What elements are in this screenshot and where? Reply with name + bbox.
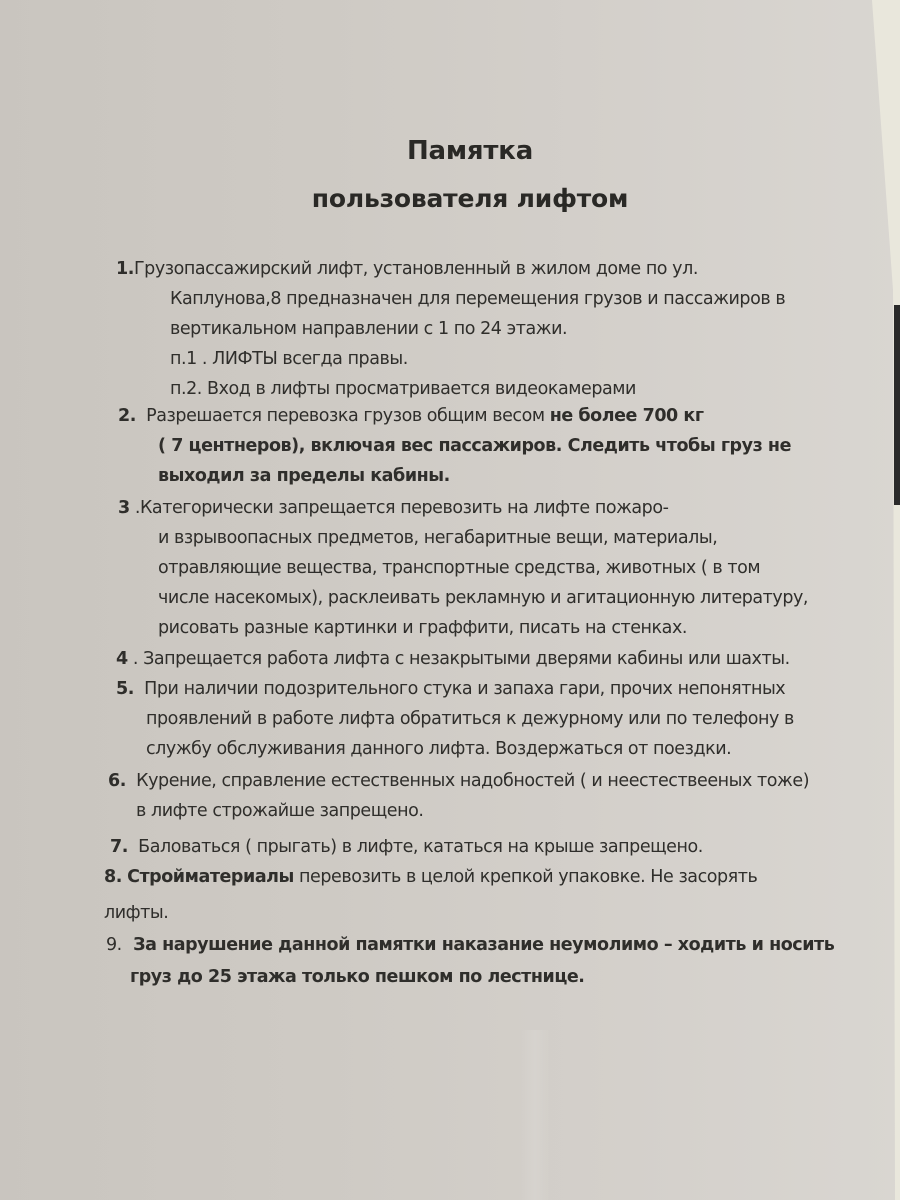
- rule-3-line-3: отравляющие вещества, транспортные средства, животных ( в том: [158, 558, 761, 578]
- rule-1-line-3: вертикальном направлении с 1 по 24 этажи.: [170, 319, 568, 339]
- rule-2-line-3: выходил за пределы кабины.: [158, 466, 450, 486]
- rule-3-line-4: числе насекомых), расклеивать рекламную и агитационную литературу,: [158, 588, 809, 608]
- rule-9-line-2: груз до 25 этажа только пешком по лестнице.: [130, 967, 585, 987]
- rule-3-line-2: и взрывоопасных предметов, негабаритные вещи, материалы,: [158, 528, 718, 548]
- rule-1-subpoint-2: п.2. Вход в лифты просматривается видеокамерами: [170, 379, 636, 399]
- document-title: Памятка: [406, 136, 534, 166]
- rule-2-line-1: 2. Разрешается перевозка грузов общим весом не более 700 кг: [118, 406, 704, 426]
- rule-5-line-3: службу обслуживания данного лифта. Воздержаться от поездки.: [146, 739, 732, 759]
- rule-number: 1.: [116, 259, 134, 279]
- rule-6-line-1: 6. Курение, справление естественных надобностей ( и неестествееных тоже): [108, 771, 810, 791]
- rule-2-line-2: ( 7 центнеров), включая вес пассажиров. Следить чтобы груз не: [158, 436, 791, 456]
- rule-3-line-1: 3 .Категорически запрещается перевозить на лифте пожаро-: [118, 498, 669, 518]
- rule-6-line-2: в лифте строжайше запрещено.: [136, 801, 424, 821]
- rule-5-line-1: 5. При наличии подозрительного стука и запаха гари, прочих непонятных: [116, 679, 786, 699]
- rule-5-line-2: проявлений в работе лифта обратиться к дежурному или по телефону в: [146, 709, 794, 729]
- rule-1-line-1: 1.Грузопассажирский лифт, установленный в жилом доме по ул.: [116, 259, 698, 279]
- rule-8-line-2: лифты.: [104, 903, 169, 923]
- document-subtitle: пользователя лифтом: [311, 184, 629, 213]
- rule-8-line-1: 8. Стройматериалы перевозить в целой крепкой упаковке. Не засорять: [104, 867, 758, 887]
- rule-3-line-5: рисовать разные картинки и граффити, писать на стенках.: [158, 618, 687, 638]
- rule-9-line-1: 9. За нарушение данной памятки наказание неумолимо – ходить и носить: [106, 935, 835, 955]
- rule-1-line-2: Каплунова,8 предназначен для перемещения грузов и пассажиров в: [170, 289, 786, 309]
- rule-4-line-1: 4 . Запрещается работа лифта с незакрытыми дверями кабины или шахты.: [116, 649, 790, 669]
- rule-1-subpoint-1: п.1 . ЛИФТЫ всегда правы.: [170, 349, 408, 369]
- rule-7-line-1: 7. Баловаться ( прыгать) в лифте, кататься на крыше запрещено.: [110, 837, 703, 857]
